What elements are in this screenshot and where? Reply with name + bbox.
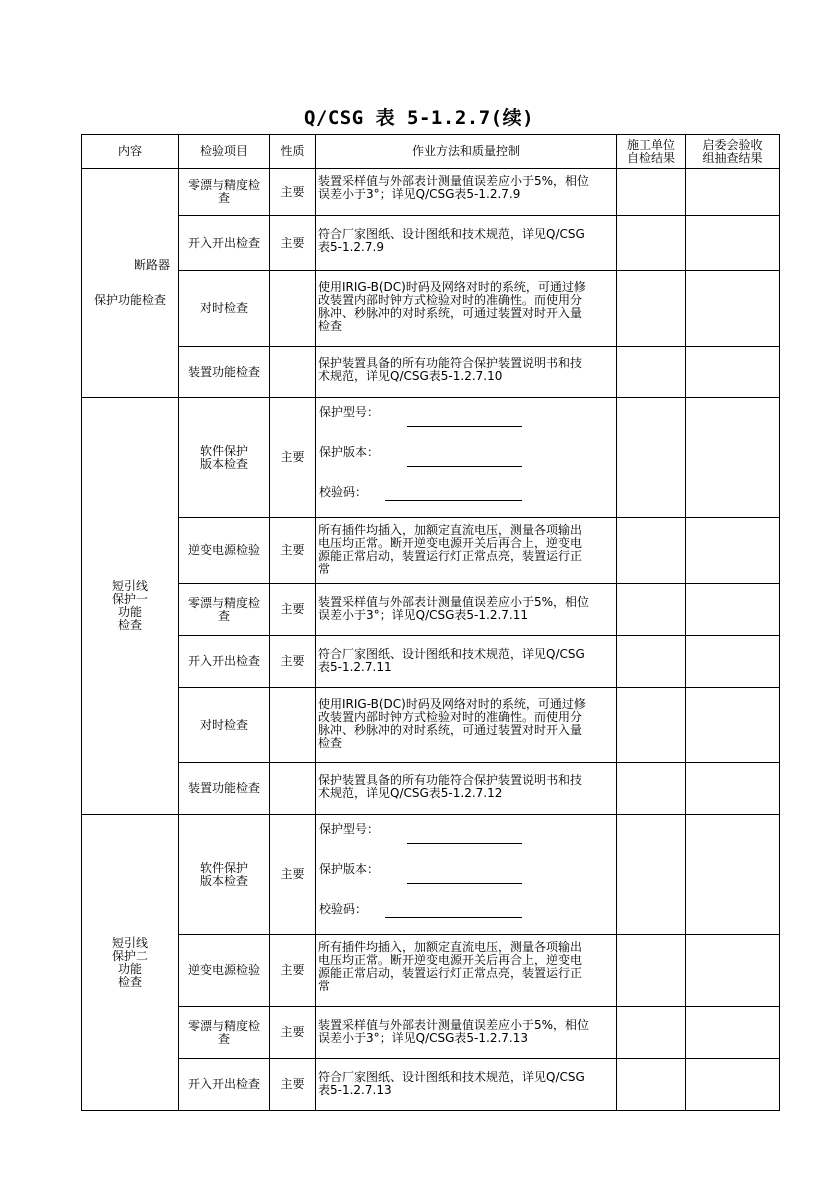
method-line: 表5-1.2.7.9: [318, 240, 384, 254]
table-row: [82, 518, 780, 584]
nature-cell: 主要: [270, 1007, 316, 1059]
table-row: [82, 935, 780, 1007]
nature-cell: [270, 763, 316, 815]
item-line: 查: [217, 1031, 230, 1046]
spot-check-cell[interactable]: [686, 1059, 780, 1111]
method-cell: [316, 763, 617, 815]
version-field: [319, 863, 613, 903]
table-row: [82, 216, 780, 271]
method-line: 源能正常启动，装置运行灯正常点亮，装置运行正: [318, 966, 583, 980]
method-line: 使用IRIG-B(DC)时码及网络对时的系统，可通过修: [318, 280, 586, 294]
method-cell: [316, 216, 617, 271]
method-line: 保护装置具备的所有功能符合保护装置说明书和技: [318, 356, 583, 370]
header-row: [82, 135, 780, 169]
version-fill-line[interactable]: [407, 883, 522, 884]
method-line: 术规范，详见Q/CSG表5-1.2.7.10: [318, 369, 503, 383]
method-cell: [316, 518, 617, 584]
spot-check-cell[interactable]: [686, 347, 780, 398]
header-self-check: [617, 135, 686, 169]
nature-cell: 主要: [270, 636, 316, 688]
self-check-cell[interactable]: [617, 1007, 686, 1059]
method-line: 装置采样值与外部表计测量值误差应小于5%，相位: [318, 1018, 590, 1032]
checksum-field: [319, 903, 613, 933]
spot-check-cell[interactable]: [686, 636, 780, 688]
spot-check-cell[interactable]: [686, 815, 780, 935]
table-row: [82, 398, 780, 518]
method-cell: [316, 169, 617, 216]
spot-check-cell[interactable]: [686, 763, 780, 815]
version-fields: [316, 815, 617, 935]
method-line: 误差小于3°；详见Q/CSG表5-1.2.7.9: [318, 187, 521, 201]
spot-check-cell[interactable]: [686, 584, 780, 636]
nature-cell: 主要: [270, 518, 316, 584]
group-label-line2: 保护功能检查: [93, 293, 166, 307]
spot-check-cell[interactable]: [686, 271, 780, 347]
self-check-cell[interactable]: [617, 518, 686, 584]
spot-check-cell[interactable]: [686, 216, 780, 271]
checksum-field: [319, 486, 613, 516]
table-row: [82, 169, 780, 216]
self-check-cell[interactable]: [617, 271, 686, 347]
method-line: 电压均正常。断开逆变电源开关后再合上，逆变电: [318, 953, 583, 967]
item-cell: 开入开出检查: [179, 216, 270, 271]
version-fill-line[interactable]: [407, 466, 522, 467]
checksum-label: 校验码：: [319, 902, 368, 916]
nature-cell: [270, 688, 316, 763]
group-label-line: 短引线: [111, 579, 148, 593]
model-fill-line[interactable]: [407, 426, 522, 427]
method-line: 常: [318, 979, 331, 993]
item-cell: 装置功能检查: [179, 347, 270, 398]
item-cell: 逆变电源检验: [179, 518, 270, 584]
nature-cell: 主要: [270, 935, 316, 1007]
nature-cell: 主要: [270, 216, 316, 271]
method-line: 表5-1.2.7.11: [318, 660, 392, 674]
header-spot-check-line2: 组抽查结果: [702, 150, 763, 165]
group-label-line: 检查: [117, 618, 142, 632]
header-spot-check: [686, 135, 780, 169]
nature-cell: 主要: [270, 1059, 316, 1111]
page-title: Q/CSG 表 5-1.2.7(续): [303, 107, 535, 129]
header-self-check-line1: 施工单位: [626, 137, 675, 152]
method-cell: [316, 1007, 617, 1059]
table-row: [82, 1059, 780, 1111]
header-item: 检验项目: [179, 135, 270, 169]
method-line: 装置采样值与外部表计测量值误差应小于5%，相位: [318, 174, 590, 188]
method-line: 符合厂家图纸、设计图纸和技术规范，详见Q/CSG: [318, 1070, 585, 1084]
spot-check-cell[interactable]: [686, 688, 780, 763]
method-line: 改装置内部时钟方式检验对时的准确性。而使用分: [318, 293, 583, 307]
self-check-cell[interactable]: [617, 398, 686, 518]
method-cell: [316, 584, 617, 636]
table-row: [82, 271, 780, 347]
nature-cell: [270, 347, 316, 398]
method-line: 保护装置具备的所有功能符合保护装置说明书和技: [318, 773, 583, 787]
group-label-line: 检查: [117, 974, 142, 989]
version-field: [319, 446, 613, 486]
header-self-check-line2: 自检结果: [626, 150, 675, 165]
version-fields: [316, 398, 617, 518]
item-cell: [179, 584, 270, 636]
nature-cell: [270, 271, 316, 347]
group-short-lead-protection-2: [82, 815, 179, 1111]
item-line: 版本检查: [199, 456, 248, 471]
method-cell: [316, 636, 617, 688]
header-spot-check-line1: 启委会验收: [702, 137, 763, 152]
model-label: 保护型号：: [319, 405, 380, 419]
method-line: 使用IRIG-B(DC)时码及网络对时的系统，可通过修: [318, 697, 586, 711]
version-label: 保护版本：: [319, 445, 380, 459]
header-content: 内容: [82, 135, 179, 169]
method-line: 装置采样值与外部表计测量值误差应小于5%，相位: [318, 595, 590, 609]
group-label-line: 保护一: [111, 592, 148, 606]
table-row: [82, 688, 780, 763]
nature-cell: 主要: [270, 398, 316, 518]
self-check-cell[interactable]: [617, 347, 686, 398]
model-fill-line[interactable]: [407, 843, 522, 844]
method-line: 术规范，详见Q/CSG表5-1.2.7.12: [318, 786, 503, 800]
table-row: [82, 1007, 780, 1059]
method-cell: [316, 688, 617, 763]
method-line: 源能正常启动，装置运行灯正常点亮，装置运行正: [318, 549, 583, 563]
group-label-line: 短引线: [111, 935, 148, 950]
self-check-cell[interactable]: [617, 935, 686, 1007]
method-cell: [316, 1059, 617, 1111]
method-cell: [316, 935, 617, 1007]
item-cell: [179, 398, 270, 518]
method-line: 检查: [318, 319, 343, 333]
table-row: [82, 815, 780, 935]
method-line: 所有插件均插入，加额定直流电压，测量各项输出: [318, 940, 583, 954]
model-label: 保护型号：: [319, 822, 380, 836]
header-nature: 性质: [270, 135, 316, 169]
group-label-line: 功能: [117, 961, 142, 976]
method-line: 脉冲、秒脉冲的对时系统，可通过装置对时开入量: [318, 723, 583, 737]
checksum-label: 校验码：: [319, 485, 368, 499]
group-label-line: 保护二: [111, 948, 148, 963]
method-line: 常: [318, 562, 331, 576]
item-line: 查: [217, 191, 230, 205]
self-check-cell[interactable]: [617, 636, 686, 688]
spot-check-cell[interactable]: [686, 1007, 780, 1059]
item-line: 软件保护: [199, 860, 248, 875]
item-line: 软件保护: [199, 443, 248, 458]
group-short-lead-protection-1: [82, 398, 179, 815]
version-label: 保护版本：: [319, 862, 380, 876]
table-row: [82, 584, 780, 636]
item-cell: 开入开出检查: [179, 636, 270, 688]
method-line: 改装置内部时钟方式检验对时的准确性。而使用分: [318, 710, 583, 724]
item-line: 查: [217, 608, 230, 623]
spot-check-cell[interactable]: [686, 398, 780, 518]
method-line: 误差小于3°；详见Q/CSG表5-1.2.7.11: [318, 608, 529, 622]
item-line: 零漂与精度检: [187, 1018, 260, 1033]
item-cell: [179, 815, 270, 935]
group-circuit-breaker: [82, 169, 179, 398]
table-row: [82, 763, 780, 815]
group-label-line: 功能: [117, 605, 142, 619]
self-check-cell[interactable]: [617, 1059, 686, 1111]
item-line: 版本检查: [199, 873, 248, 888]
nature-cell: 主要: [270, 169, 316, 216]
spot-check-cell[interactable]: [686, 935, 780, 1007]
method-line: 误差小于3°；详见Q/CSG表5-1.2.7.13: [318, 1031, 529, 1045]
method-line: 符合厂家图纸、设计图纸和技术规范，详见Q/CSG: [318, 647, 585, 661]
self-check-cell[interactable]: [617, 763, 686, 815]
inspection-table: [81, 134, 780, 1111]
method-line: 电压均正常。断开逆变电源开关后再合上，逆变电: [318, 536, 583, 550]
checksum-fill-line[interactable]: [385, 500, 522, 501]
method-cell: [316, 271, 617, 347]
item-line: 零漂与精度检: [187, 595, 260, 610]
group-label-line1: 断路器: [133, 258, 170, 272]
table-row: [82, 636, 780, 688]
self-check-cell[interactable]: [617, 169, 686, 216]
item-cell: 对时检查: [179, 688, 270, 763]
item-cell: [179, 1007, 270, 1059]
item-cell: 开入开出检查: [179, 1059, 270, 1111]
item-line: 零漂与精度检: [187, 178, 260, 192]
checksum-fill-line[interactable]: [385, 917, 522, 918]
nature-cell: 主要: [270, 584, 316, 636]
spot-check-cell[interactable]: [686, 518, 780, 584]
method-line: 符合厂家图纸、设计图纸和技术规范，详见Q/CSG: [318, 227, 585, 241]
item-cell: 逆变电源检验: [179, 935, 270, 1007]
method-line: 脉冲、秒脉冲的对时系统，可通过装置对时开入量: [318, 306, 583, 320]
method-line: 表5-1.2.7.13: [318, 1083, 392, 1097]
spot-check-cell[interactable]: [686, 169, 780, 216]
method-line: 所有插件均插入，加额定直流电压，测量各项输出: [318, 523, 583, 537]
method-line: 检查: [318, 736, 343, 750]
table-row: [82, 347, 780, 398]
item-cell: 对时检查: [179, 271, 270, 347]
item-cell: 装置功能检查: [179, 763, 270, 815]
model-field: [319, 823, 613, 863]
self-check-cell[interactable]: [617, 688, 686, 763]
self-check-cell[interactable]: [617, 815, 686, 935]
header-method: 作业方法和质量控制: [316, 135, 617, 169]
self-check-cell[interactable]: [617, 584, 686, 636]
self-check-cell[interactable]: [617, 216, 686, 271]
method-cell: [316, 347, 617, 398]
model-field: [319, 406, 613, 446]
item-cell: [179, 169, 270, 216]
nature-cell: 主要: [270, 815, 316, 935]
